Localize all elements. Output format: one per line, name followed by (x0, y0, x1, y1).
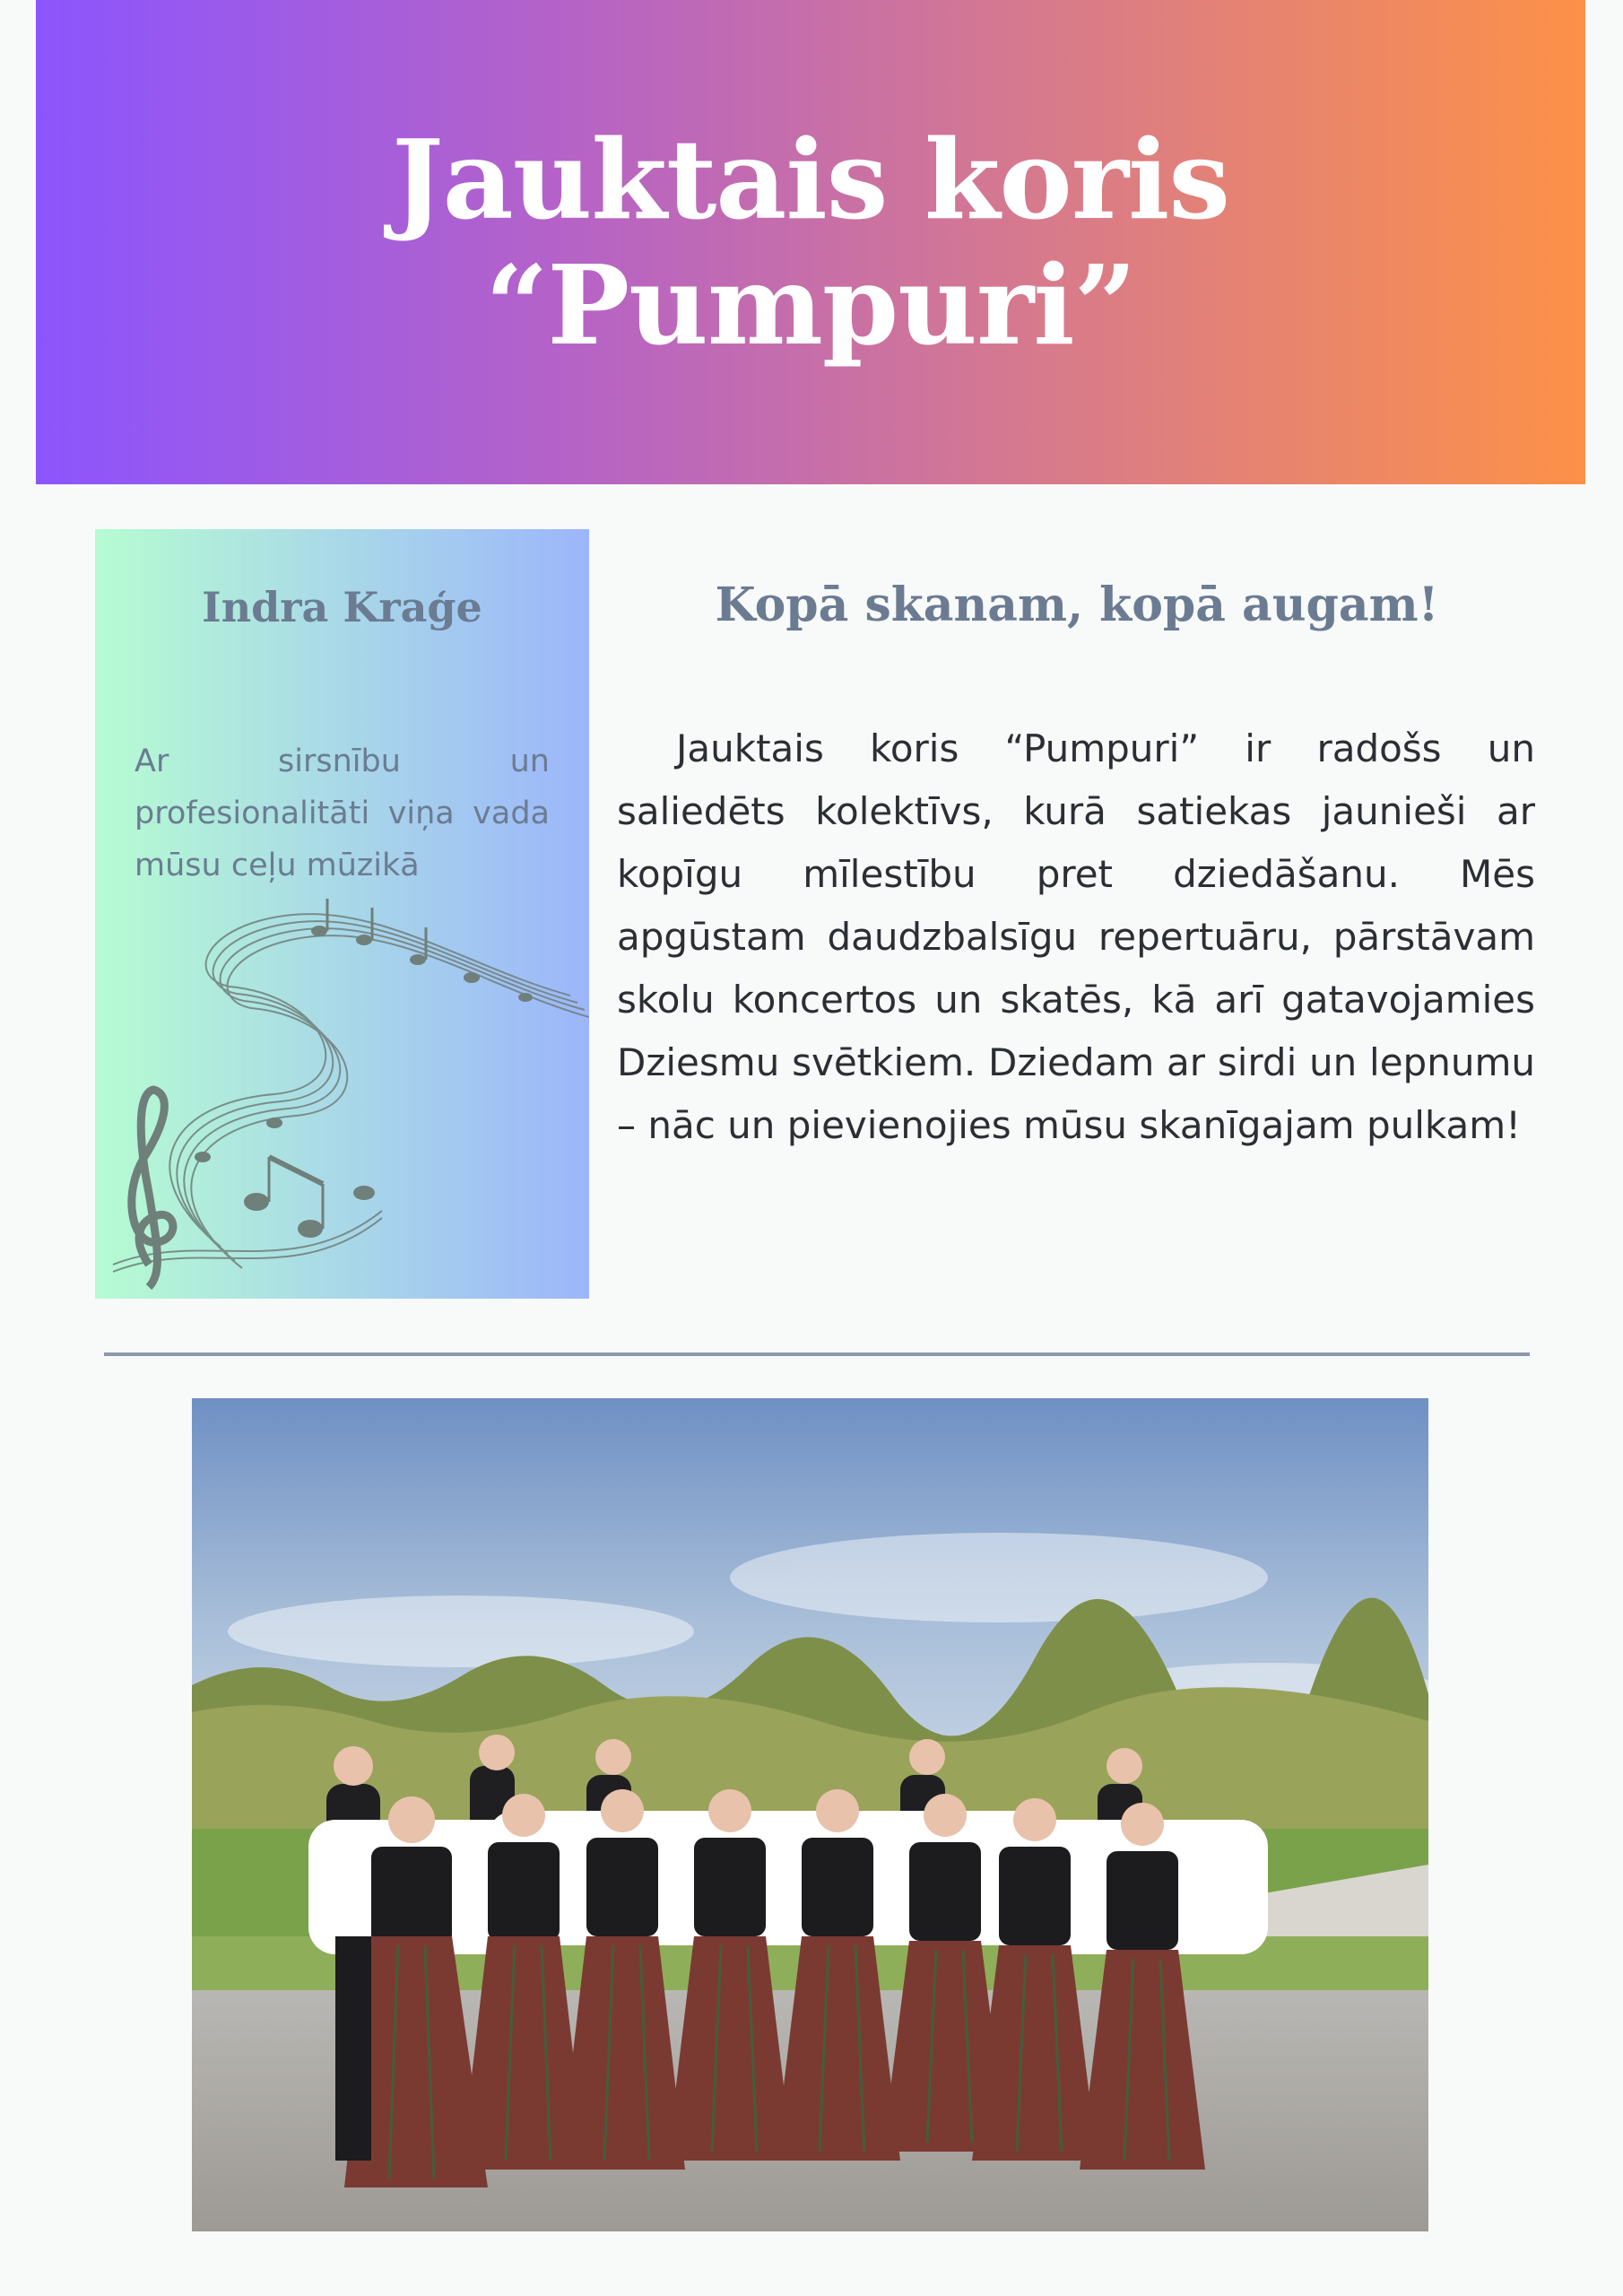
conductor-card (95, 529, 589, 1299)
conductor-description: Ar sirsnību un profesionalitāti viņa vada mūsu ceļu mūzikā (135, 744, 550, 883)
page-title (392, 117, 1229, 368)
choir-description: Jauktais koris “Pumpuri” ir radošs un saliedēts kolektīvs, kurā satiekas jaunieši ar kopīgu mīlestību pret dziedāšanu. Mēs apgūstam daudzbalsīgu repertuāru, pārstāvam skolu koncertos un skatēs, kā arī gatavojamies Dziesmu svētkiem. Dziedam ar sirdi un lepnumu – nāc un pievienojies mūsu skanīgajam pulkam! (617, 726, 1535, 1147)
choir-group-photo (192, 1398, 1428, 2231)
title-line-2: “Pumpuri” (485, 240, 1136, 370)
section-divider (104, 1352, 1530, 1356)
music-notes-illustration (95, 888, 589, 1299)
title-line-1: Jauktais koris (391, 115, 1230, 244)
slogan-heading: Kopā skanam, kopā augam! (715, 578, 1439, 632)
header-banner (36, 0, 1585, 484)
conductor-name: Indra Kraģe (202, 583, 482, 631)
